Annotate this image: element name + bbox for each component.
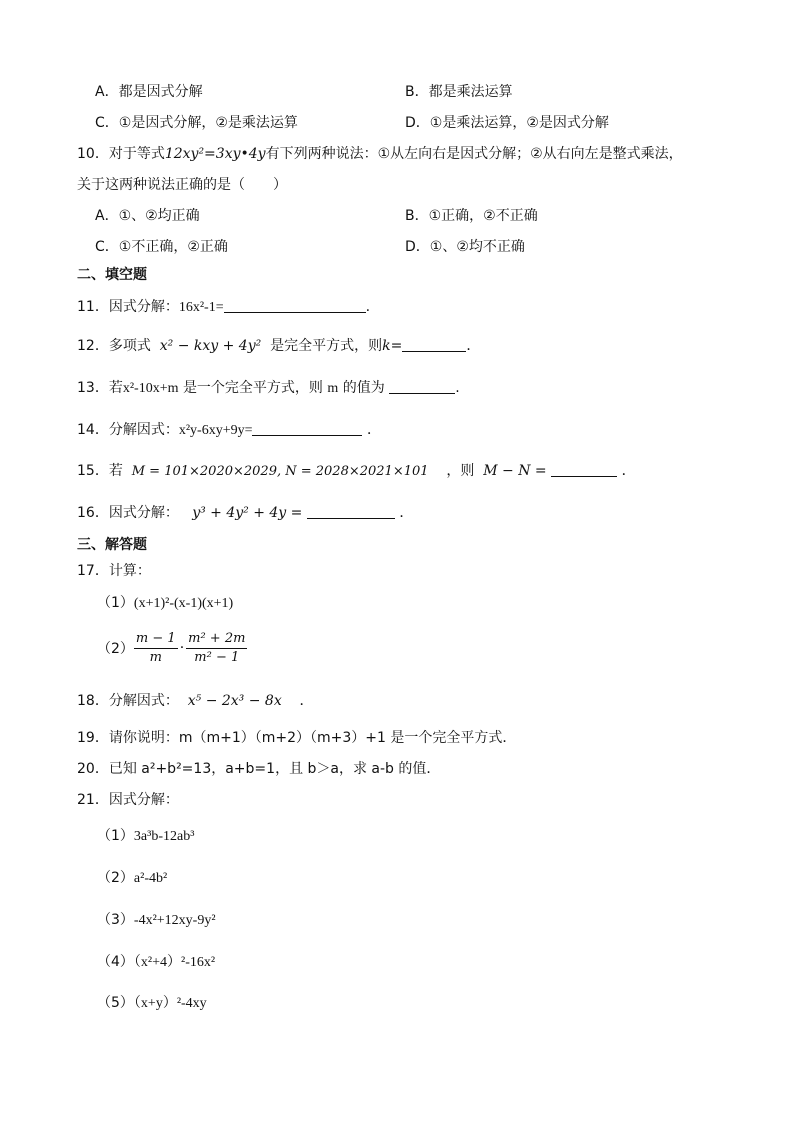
q9-option-d: D．①是乘法运算，②是因式分解 — [405, 115, 609, 131]
q21-part1-label: （1） — [97, 828, 134, 844]
q21-part5-label: （5） — [97, 995, 134, 1011]
question-11 — [77, 298, 370, 317]
q15-then: ，则 — [446, 463, 475, 479]
q10-stem-line2: 关于这两种说法正确的是（ ） — [77, 177, 287, 193]
q14-expression: x²y-6xy+9y= — [178, 423, 253, 438]
q13-text: 13．若 — [77, 380, 123, 396]
q13-answer-blank[interactable] — [389, 379, 455, 394]
q11-answer-blank[interactable] — [224, 298, 366, 313]
q10-stem-text: 有下列两种说法：①从左向右是因式分解；②从右向左是整式乘法， — [265, 146, 683, 162]
q17-part1 — [97, 594, 233, 613]
q13-text3: 的值为 — [342, 380, 385, 396]
section-title-answer: 三、解答题 — [77, 537, 147, 553]
q21-part1 — [97, 827, 194, 846]
question-12 — [77, 337, 480, 355]
q12-eq: = — [390, 338, 403, 354]
q16-expression: y³ + 4y² + 4y = — [192, 505, 303, 521]
q15-expression2: M − N = — [483, 463, 547, 479]
q18-end: ． — [299, 693, 314, 709]
q14-number: 14．分解因式： — [77, 422, 179, 438]
q13-end: . — [455, 380, 460, 396]
q17-fraction-2-numerator: m² + 2m — [186, 631, 247, 649]
q9-option-b: B．都是乘法运算 — [405, 84, 513, 100]
q16-number: 16．因式分解： — [77, 505, 179, 521]
question-15 — [77, 462, 636, 481]
q11-expression: 16x²-1= — [178, 300, 224, 315]
q17-part2-label: （2） — [97, 641, 134, 657]
q11-end: . — [365, 299, 371, 315]
q11-number: 11．因式分解： — [77, 299, 179, 315]
q12-expression: x² − kxy + 4y² — [159, 338, 262, 354]
q10-option-b: B．①正确，②不正确 — [405, 208, 538, 224]
q13-text2: 是一个完全平方式，则 — [182, 380, 323, 396]
q15-expression: M = 101×2020×2029, N = 2028×2021×101 — [131, 464, 429, 479]
q12-k: k — [382, 338, 391, 354]
q16-end: ． — [399, 505, 414, 521]
q17-part1-label: （1） — [97, 595, 134, 611]
question-20: 20．已知 a²+b²=13，a+b=1，且 b＞a，求 a-b 的值． — [77, 761, 441, 777]
q12-answer-blank[interactable] — [402, 337, 466, 352]
question-13 — [77, 379, 460, 398]
question-18 — [77, 692, 314, 710]
q21-part2-expression: a²-4b² — [133, 871, 168, 886]
q15-end: ． — [621, 463, 636, 479]
q17-fraction-2 — [186, 631, 247, 666]
question-14 — [77, 421, 381, 440]
q21-part4 — [97, 953, 215, 972]
q17-part2 — [97, 628, 247, 668]
q21-part5-expression: （x+y）²-4xy — [133, 996, 207, 1011]
q21-part2 — [97, 869, 167, 888]
q12-text: 是完全平方式，则 — [270, 338, 383, 354]
q9-option-a: A．都是因式分解 — [95, 84, 203, 100]
q10-number: 10．对于等式 — [77, 146, 165, 162]
q10-stem — [77, 145, 683, 163]
q17-fraction-2-denominator: m² − 1 — [194, 649, 240, 665]
q10-option-a: A．①、②均正确 — [95, 208, 200, 224]
q16-answer-blank[interactable] — [307, 504, 395, 519]
q21-part2-label: （2） — [97, 870, 134, 886]
q12-number: 12．多项式 — [77, 338, 151, 354]
q17-fraction-1 — [134, 631, 178, 666]
question-16 — [77, 504, 413, 522]
q15-number: 15．若 — [77, 463, 123, 479]
q21-part3 — [97, 911, 216, 930]
q21-part5 — [97, 994, 207, 1013]
q17-multiply-dot: · — [179, 640, 185, 656]
q10-option-c: C．①不正确，②正确 — [95, 239, 228, 255]
q18-expression: x⁵ − 2x³ − 8x — [187, 693, 282, 709]
q9-option-c: C．①是因式分解，②是乘法运算 — [95, 115, 298, 131]
q21-stem: 21．因式分解： — [77, 792, 179, 808]
q17-fraction-1-numerator: m − 1 — [134, 631, 178, 649]
q14-end: ． — [366, 422, 381, 438]
q14-answer-blank[interactable] — [252, 421, 362, 436]
q18-number: 18．分解因式： — [77, 693, 179, 709]
q10-equation: 12xy²=3xy•4y — [164, 146, 266, 162]
q17-stem: 17．计算： — [77, 563, 151, 579]
q15-answer-blank[interactable] — [551, 462, 617, 477]
q21-part3-expression: -4x²+12xy-9y² — [133, 913, 216, 928]
q17-fraction-1-denominator: m — [149, 649, 162, 665]
q13-m: m — [327, 381, 339, 396]
q10-option-d: D．①、②均不正确 — [405, 239, 525, 255]
section-title-fill-in: 二、填空题 — [77, 267, 147, 283]
question-19: 19．请你说明：m（m+1）（m+2）（m+3）+1 是一个完全平方式． — [77, 730, 517, 746]
q17-part1-expression: (x+1)²-(x-1)(x+1) — [133, 596, 234, 611]
q12-end: ． — [466, 338, 481, 354]
q21-part4-label: （4） — [97, 954, 134, 970]
q21-part1-expression: 3a³b-12ab³ — [133, 829, 195, 844]
q21-part3-label: （3） — [97, 912, 134, 928]
q21-part4-expression: （x²+4）²-16x² — [133, 955, 216, 970]
q13-expression: x²-10x+m — [122, 381, 179, 396]
